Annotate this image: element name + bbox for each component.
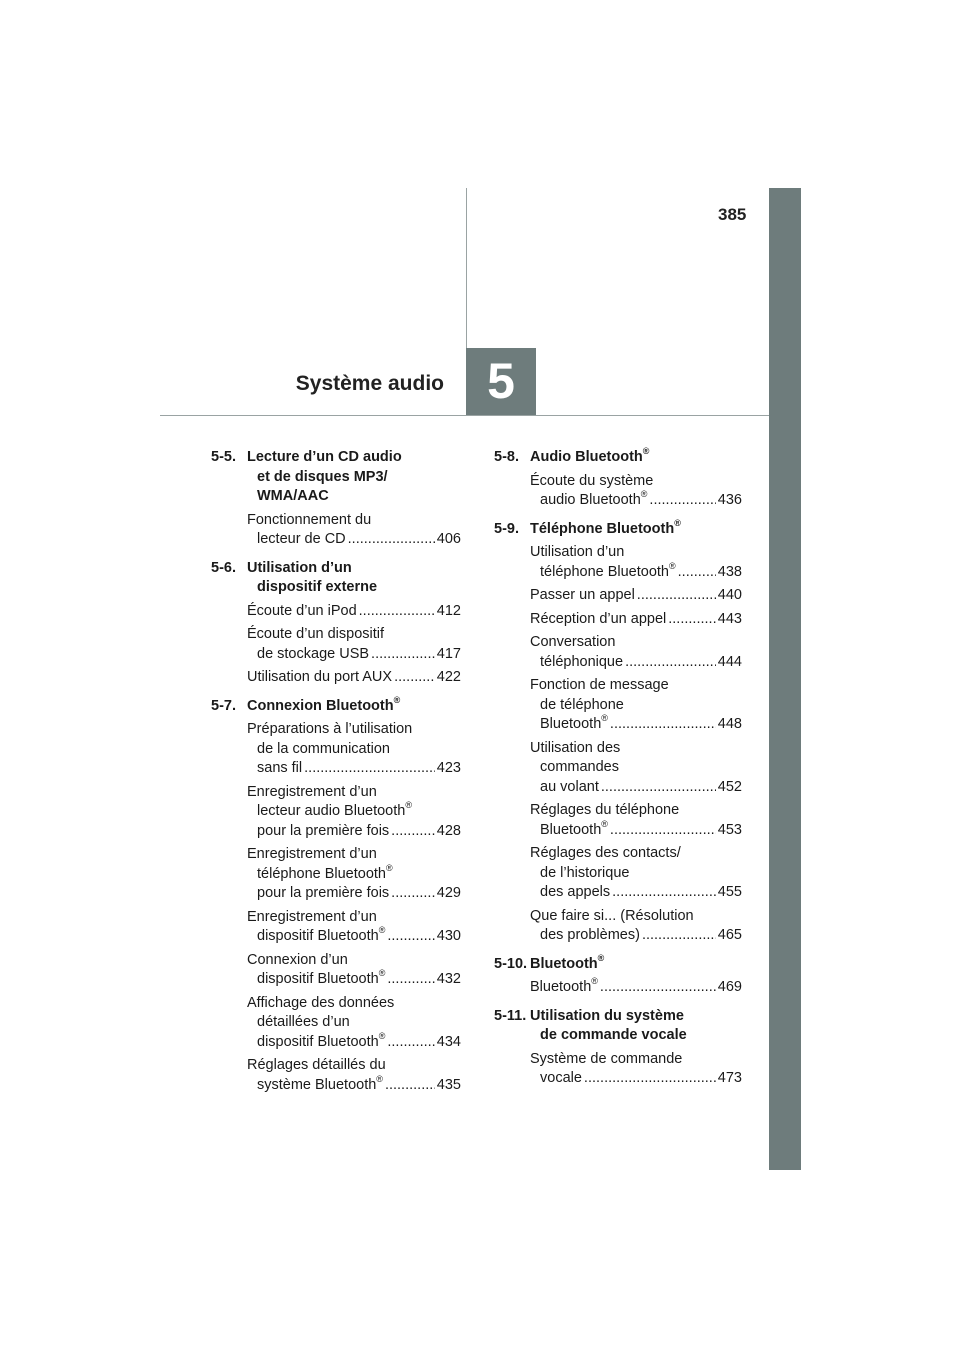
toc-section-heading [494,517,742,540]
entry-last-line [530,610,742,630]
entry-line [247,1013,461,1033]
entry-page-number: 434 [436,1033,461,1050]
section-title-line: Connexion Bluetooth® [247,694,401,714]
dot-leader [387,1033,434,1053]
entry-title-line: Écoute d’un iPod [247,602,357,619]
entry-title-line: Enregistrement d’un [247,846,377,862]
toc-entry[interactable] [211,908,461,947]
entry-line [247,845,461,865]
section-title-line: Téléphone Bluetooth® [530,517,681,537]
entry-page-number: 423 [436,760,461,776]
entry-title-line: Enregistrement d’un [247,783,377,800]
dot-leader [610,715,716,735]
entry-line [530,696,742,716]
entry-title-line: dispositif Bluetooth® [257,968,386,987]
toc-entry[interactable] [494,610,742,630]
entry-page-number: 436 [717,492,742,508]
entry-title-line: des appels [540,884,611,900]
entry-line [247,783,461,803]
entry-line [530,633,742,653]
entry-page-number: 440 [717,587,742,603]
entry-title-line: Affichage des données [247,994,395,1011]
section-title-line: et de disques MP3/ [257,468,388,485]
entry-title-line: téléphone Bluetooth® [257,862,393,882]
entry-last-line [247,927,461,947]
toc-section-heading [494,1007,742,1046]
entry-title-line: détaillées d’un [257,1014,350,1030]
entry-title-line: Que faire si... (Résolution [530,907,694,924]
toc-entry[interactable] [211,1056,461,1095]
section-title-line: dispositif externe [257,579,378,595]
entry-last-line [530,560,742,583]
toc-entry[interactable] [211,720,461,779]
entry-title-line: lecteur audio Bluetooth® [257,800,412,819]
entry-title-line: de la communication [257,740,390,757]
dot-leader [387,970,434,990]
entry-line [530,758,742,778]
toc-entry[interactable] [494,472,742,511]
entry-title-line: Connexion d’un [247,951,348,968]
entry-title-line: dispositif Bluetooth® [257,1030,386,1050]
dot-leader [610,821,716,841]
entry-page-number: 422 [436,669,461,685]
entry-line [530,907,742,927]
toc-entry[interactable] [494,633,742,672]
toc-section-heading [211,694,461,717]
entry-title-line: commandes [540,759,619,775]
dot-leader [394,668,435,688]
toc-entry[interactable] [211,951,461,990]
entry-line [247,862,461,885]
entry-last-line [530,653,742,673]
entry-line [247,802,461,822]
toc-section-heading [211,448,461,507]
toc-entry[interactable] [494,1050,742,1089]
toc-section-heading [494,448,742,468]
entry-line [247,720,461,740]
entry-page-number: 443 [717,610,742,627]
section-title-line: WMA/AAC [257,488,329,504]
entry-page-number: 428 [436,822,461,839]
entry-page-number: 448 [717,716,742,732]
toc-entry[interactable] [494,844,742,903]
toc-entry[interactable] [211,668,461,688]
toc-entry[interactable] [211,783,461,842]
entry-last-line [247,668,461,688]
section-title-line: Utilisation d’un [247,559,352,576]
entry-last-line [247,645,461,665]
entry-line [530,864,742,884]
entry-title-line: Réglages du téléphone [530,802,680,818]
toc-entry[interactable] [494,739,742,798]
toc-entry[interactable] [494,676,742,735]
entry-line [530,472,742,492]
entry-title-line: des problèmes) [540,927,640,943]
dot-leader [649,491,715,511]
entry-title-line: Utilisation d’un [530,544,625,560]
entry-last-line [247,1073,461,1096]
entry-last-line [247,884,461,904]
entry-line [247,625,461,645]
toc-entry[interactable] [211,625,461,664]
entry-page-number: 453 [717,821,742,838]
entry-title-line: téléphone Bluetooth® [540,560,676,580]
dot-leader [359,602,435,622]
section-number: 5-11. [494,1007,527,1024]
section-number: 5-9. [494,520,519,537]
entry-line [247,1056,461,1076]
entry-page-number: 412 [436,602,461,619]
entry-line [247,740,461,760]
toc-entry[interactable] [211,602,461,622]
entry-title-line: dispositif Bluetooth® [257,925,386,944]
entry-last-line [530,883,742,903]
entry-title-line: Bluetooth® [530,976,598,995]
section-title-line: Bluetooth® [530,952,605,972]
chapter-title: Système audio [295,372,444,395]
dot-leader [601,778,716,798]
entry-title-line: de l’historique [540,864,630,881]
toc-right-column [494,448,742,1089]
entry-title-line: pour la première fois [257,885,390,901]
entry-line [247,511,461,531]
entry-title-line: Passer un appel [530,587,635,603]
entry-title-line: Conversation [530,634,616,650]
entry-line [247,994,461,1014]
entry-title-line: audio Bluetooth® [540,489,648,508]
toc-section-heading [211,559,461,598]
page-number: 385 [718,205,747,224]
entry-title-line: vocale [540,1070,582,1086]
entry-page-number: 432 [436,971,461,987]
entry-page-number: 469 [717,979,742,995]
entry-page-number: 473 [717,1070,742,1086]
entry-title-line: Réglages des contacts/ [530,845,681,861]
entry-title-line: système Bluetooth® [257,1073,383,1093]
entry-page-number: 438 [717,563,742,580]
entry-last-line [247,1030,461,1053]
entry-line [530,801,742,821]
entry-page-number: 444 [717,653,742,670]
entry-title-line: Réglages détaillés du [247,1057,386,1073]
entry-title-line: Utilisation des [530,739,621,756]
section-title-line: Audio Bluetooth® [530,446,650,465]
entry-page-number: 435 [436,1076,461,1093]
dot-leader [348,530,435,550]
section-number: 5-10. [494,955,528,972]
entry-last-line [530,778,742,798]
entry-title-line: Bluetooth® [540,818,608,838]
entry-title-line: au volant [540,778,599,795]
entry-last-line [530,586,742,606]
entry-last-line [530,818,742,841]
dot-leader [678,563,716,583]
toc-left-column [211,448,461,1095]
dot-leader [637,586,716,606]
entry-line [530,844,742,864]
entry-page-number: 455 [717,884,742,900]
section-title-line: de commande vocale [540,1027,687,1043]
entry-line [247,908,461,928]
entry-page-number: 429 [436,885,461,901]
entry-last-line [247,602,461,622]
dot-leader [668,610,716,630]
entry-last-line [530,926,742,946]
entry-last-line [247,530,461,550]
header-horizontal-rule [160,415,769,416]
dot-leader [387,927,434,947]
entry-page-number: 430 [436,928,461,944]
entry-line [530,1050,742,1070]
dot-leader [371,645,435,665]
dot-leader [642,926,716,946]
toc-entry[interactable] [494,801,742,840]
entry-title-line: téléphonique [540,653,624,670]
entry-title-line: de téléphone [540,696,624,713]
toc-entry[interactable] [211,845,461,904]
entry-title-line: sans fil [257,760,303,776]
entry-last-line [247,970,461,990]
section-number: 5-8. [494,449,519,465]
header-vertical-rule [466,188,467,348]
toc-entry[interactable] [494,907,742,946]
entry-last-line [247,759,461,779]
entry-page-number: 465 [717,927,742,943]
dot-leader [625,653,716,673]
entry-title-line: Fonction de message [530,677,669,693]
dot-leader [304,759,435,779]
toc-entry[interactable] [211,511,461,550]
entry-title-line: de stockage USB [257,645,370,662]
entry-line [530,676,742,696]
dot-leader [612,883,716,903]
entry-title-line: Bluetooth® [540,713,608,732]
section-title-line: Utilisation du système [530,1007,684,1024]
entry-last-line [530,715,742,735]
dot-leader [600,978,716,998]
entry-page-number: 452 [717,778,742,795]
entry-title-line: Système de commande [530,1050,683,1067]
toc-entry[interactable] [494,978,742,998]
toc-entry[interactable] [211,994,461,1053]
entry-title-line: lecteur de CD [257,531,346,547]
section-number: 5-6. [211,559,236,576]
entry-last-line [530,978,742,998]
entry-page-number: 417 [436,645,461,662]
chapter-number: 5 [466,348,536,415]
entry-page-number: 406 [436,531,461,547]
entry-title-line: Écoute d’un dispositif [247,626,385,642]
section-number: 5-5. [211,449,236,465]
entry-title-line: Préparations à l’utilisation [247,721,413,737]
dot-leader [391,822,435,842]
entry-last-line [530,491,742,511]
entry-line [247,951,461,971]
entry-title-line: pour la première fois [257,822,390,839]
entry-last-line [530,1069,742,1089]
entry-title-line: Utilisation du port AUX [247,669,393,685]
section-title-line: Lecture d’un CD audio [247,449,402,465]
entry-line [530,543,742,563]
entry-title-line: Enregistrement d’un [247,908,377,925]
entry-title-line: Écoute du système [530,472,654,489]
dot-leader [385,1076,435,1096]
chapter-side-tab [769,188,801,1170]
entry-line [530,739,742,759]
toc-entry[interactable] [494,543,742,582]
toc-section-heading [494,952,742,975]
section-number: 5-7. [211,697,236,714]
toc-entry[interactable] [494,586,742,606]
entry-title-line: Fonctionnement du [247,511,372,528]
dot-leader [584,1069,716,1089]
entry-title-line: Réception d’un appel [530,610,667,627]
entry-last-line [247,822,461,842]
dot-leader [391,884,435,904]
